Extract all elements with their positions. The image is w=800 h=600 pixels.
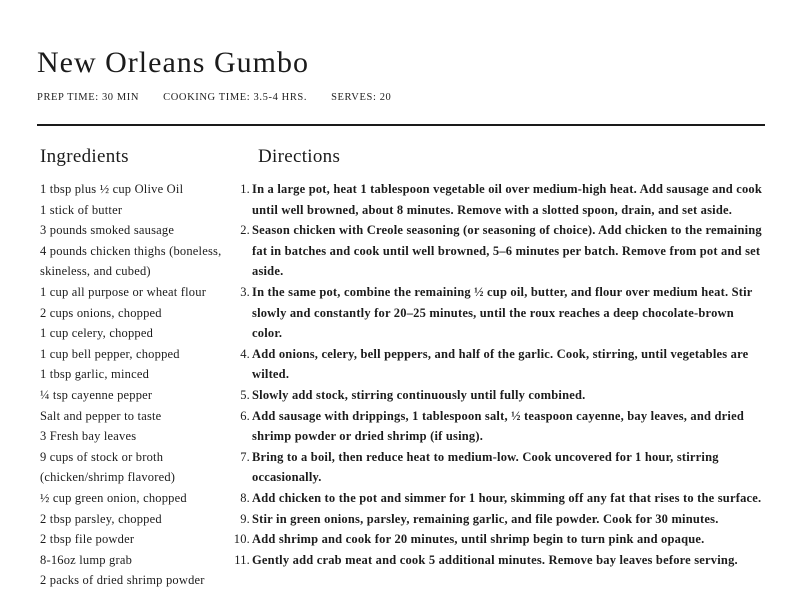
direction-step: Add shrimp and cook for 20 minutes, until shrimp begin to turn pink and opaque.: [252, 532, 705, 547]
direction-step: Add chicken to the pot and simmer for 1 hour, skimming off any fat that rises to the surface.: [252, 490, 762, 505]
direction-step: In the same pot, combine the remaining ½ cup oil, butter, and flour over medium heat. Stir slowly and constantly for 20–25 minutes, until the roux reaches a deep chocolate-brown color.: [252, 284, 753, 341]
ingredient-item: 2 cups onions, chopped: [40, 305, 162, 320]
direction-step: Season chicken with Creole seasoning (or seasoning of choice). Add chicken to the remaining fat in batches and cook until well browned, 5–6 minutes per batch. Remove from pot and set aside.: [252, 223, 762, 279]
ingredient-item: 2 tbsp file powder: [40, 532, 135, 547]
ingredient-item: 1 stick of butter: [40, 202, 123, 217]
direction-step: In a large pot, heat 1 tablespoon vegetable oil over medium-high heat. Add sausage and cook until well browned, about 8 minutes. Remove with a slotted spoon, drain, and set aside.: [252, 182, 763, 217]
meta-item: PREP TIME: 30 MIN: [37, 92, 140, 103]
directions-list: [252, 179, 765, 570]
ingredient-item: 1 cup all purpose or wheat flour: [40, 284, 207, 299]
direction-step: Add onions, celery, bell peppers, and half of the garlic. Cook, stirring, until vegetables are wilted.: [252, 346, 749, 382]
ingredient-item: 4 pounds chicken thighs (boneless, skineless, and cubed): [40, 243, 222, 279]
direction-step: Add sausage with drippings, 1 tablespoon salt, ½ teaspoon cayenne, bay leaves, and dried shrimp powder or dried shrimp (if using).: [252, 408, 744, 444]
ingredient-item: 2 packs of dried shrimp powder: [40, 573, 205, 588]
direction-step: Stir in green onions, parsley, remaining garlic, and file powder. Cook for 30 minutes.: [252, 511, 719, 526]
ingredient-item: 1 cup celery, chopped: [40, 326, 154, 341]
ingredients-list: [40, 179, 240, 591]
directions-section: [252, 126, 765, 570]
ingredients-section: [37, 126, 252, 591]
direction-step: Slowly add stock, stirring continuously until fully combined.: [252, 387, 586, 402]
ingredient-item: 3 Fresh bay leaves: [40, 429, 137, 444]
ingredient-item: 1 tbsp garlic, minced: [40, 367, 150, 382]
ingredient-item: 3 pounds smoked sausage: [40, 223, 175, 238]
directions-heading: Directions: [258, 146, 341, 167]
ingredient-item: 2 tbsp parsley, chopped: [40, 511, 162, 526]
direction-step: Bring to a boil, then reduce heat to medium-low. Cook uncovered for 1 hour, stirring occasionally.: [252, 449, 719, 485]
ingredient-item: 1 cup bell pepper, chopped: [40, 346, 180, 361]
direction-step: Gently add crab meat and cook 5 additional minutes. Remove bay leaves before serving.: [252, 552, 738, 567]
page-title: New Orleans Gumbo: [37, 46, 309, 79]
ingredients-heading: Ingredients: [40, 146, 129, 167]
ingredient-item: ¼ tsp cayenne pepper: [40, 387, 153, 402]
ingredient-item: ½ cup green onion, chopped: [40, 490, 187, 505]
ingredient-item: 9 cups of stock or broth (chicken/shrimp flavored): [40, 449, 176, 485]
ingredient-item: 1 tbsp plus ½ cup Olive Oil: [40, 182, 184, 196]
meta-item: COOKING TIME: 3.5-4 HRS.: [163, 92, 308, 103]
ingredient-item: 8-16oz lump grab: [40, 552, 133, 567]
meta-item: SERVES: 20: [331, 92, 392, 103]
ingredient-item: Salt and pepper to taste: [40, 408, 162, 423]
recipe-body: [37, 126, 765, 591]
recipe-meta: [37, 92, 765, 103]
